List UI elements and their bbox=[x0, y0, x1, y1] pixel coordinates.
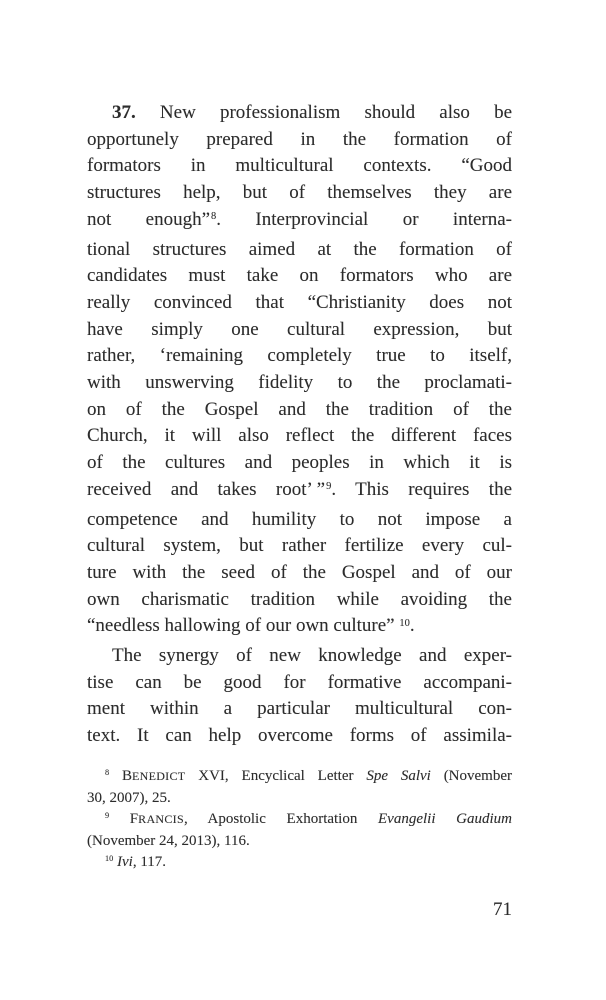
footnote-marker: 9 bbox=[105, 811, 110, 821]
text-segment: ture with the seed of the Gospel and of our bbox=[87, 561, 512, 583]
text-segment: Evangelii Gaudium bbox=[378, 811, 512, 827]
text-line bbox=[87, 696, 512, 723]
footnote-marker: 8 bbox=[105, 768, 110, 778]
footnotes-block bbox=[87, 766, 512, 874]
text-segment: text. It can help overcome forms of assimila- bbox=[87, 725, 512, 747]
text-segment: . This requires the bbox=[331, 478, 513, 500]
text-line bbox=[87, 831, 512, 852]
text-segment: own charismatic tradition while avoiding the bbox=[87, 588, 512, 610]
text-line bbox=[87, 100, 512, 127]
footnote-marker: 9 bbox=[326, 481, 332, 493]
text-line bbox=[87, 237, 512, 264]
text-line bbox=[87, 766, 512, 788]
text-segment: candidates must take on formators who are bbox=[87, 265, 512, 287]
text-segment: on of the Gospel and the tradition of the bbox=[87, 398, 512, 420]
text-segment: XVI, Encyclical Letter bbox=[185, 768, 367, 784]
text-line bbox=[87, 450, 512, 477]
text-segment: rather, ‘remaining completely true to itself, bbox=[87, 345, 512, 367]
text-line bbox=[87, 613, 512, 643]
text-segment: , 117. bbox=[132, 854, 167, 870]
text-segment: F bbox=[109, 811, 139, 827]
text-line bbox=[87, 343, 512, 370]
text-segment: , Apostolic Exhortation bbox=[183, 811, 379, 827]
text-segment: 37. bbox=[112, 102, 136, 123]
text-line bbox=[87, 127, 512, 154]
text-segment: Ivi bbox=[117, 854, 133, 870]
text-segment: . Interprovincial or interna- bbox=[216, 208, 512, 230]
text-line bbox=[87, 290, 512, 317]
text-segment: opportunely prepared in the formation of bbox=[87, 128, 512, 150]
text-segment: have simply one cultural expression, but bbox=[87, 318, 512, 340]
text-segment: Spe Salvi bbox=[366, 768, 431, 784]
text-segment: received and takes root’ ” bbox=[87, 478, 326, 500]
text-line bbox=[87, 670, 512, 697]
text-line bbox=[87, 423, 512, 450]
text-segment: Church, it will also reflect the different faces bbox=[87, 425, 512, 447]
text-segment: ENEDICT bbox=[131, 769, 186, 783]
text-segment: (November bbox=[430, 768, 512, 784]
text-line bbox=[87, 643, 512, 670]
text-line bbox=[87, 317, 512, 344]
text-segment: really convinced that “Christianity does not bbox=[87, 291, 512, 313]
page-number: 71 bbox=[493, 899, 512, 920]
text-segment: “needless hallowing of our own culture” bbox=[87, 615, 399, 637]
text-segment: formators in multicultural contexts. “Good bbox=[87, 155, 512, 177]
text-segment: B bbox=[109, 768, 132, 784]
text-line bbox=[87, 723, 512, 750]
text-segment: structures help, but of themselves they are bbox=[87, 182, 512, 204]
text-segment: ment within a particular multicultural con- bbox=[87, 698, 512, 720]
text-segment: tise can be good for formative accompani- bbox=[87, 671, 512, 693]
text-line bbox=[87, 587, 512, 614]
main-text-block bbox=[87, 100, 512, 750]
text-segment: The synergy of new knowledge and exper- bbox=[112, 645, 512, 667]
footnote-marker: 10 bbox=[105, 854, 114, 864]
text-line bbox=[87, 153, 512, 180]
text-segment: (November 24, 2013), 116. bbox=[87, 833, 250, 849]
text-line bbox=[87, 533, 512, 560]
text-line bbox=[87, 852, 512, 874]
text-segment: 30, 2007), 25. bbox=[87, 790, 171, 806]
text-line bbox=[87, 477, 512, 507]
text-segment: tional structures aimed at the formation of bbox=[87, 238, 512, 260]
text-line bbox=[87, 207, 512, 237]
text-line bbox=[87, 507, 512, 534]
text-segment: cultural system, but rather fertilize every cul- bbox=[87, 535, 512, 557]
text-line bbox=[87, 809, 512, 831]
text-line bbox=[87, 263, 512, 290]
text-segment: RANCIS bbox=[138, 812, 184, 826]
footnote-marker: 10 bbox=[399, 617, 410, 629]
text-segment: not enough” bbox=[87, 208, 211, 230]
text-line bbox=[87, 370, 512, 397]
text-line bbox=[87, 560, 512, 587]
footnote-marker: 8 bbox=[211, 211, 217, 223]
text-segment: of the cultures and peoples in which it is bbox=[87, 452, 512, 474]
text-segment: with unswerving fidelity to the proclamati- bbox=[87, 372, 512, 394]
text-segment: . bbox=[409, 615, 415, 637]
text-segment: competence and humility to not impose a bbox=[87, 508, 512, 530]
text-segment: New professionalism should also be bbox=[135, 102, 512, 123]
text-line bbox=[87, 397, 512, 424]
text-line bbox=[87, 180, 512, 207]
text-line bbox=[87, 788, 512, 809]
